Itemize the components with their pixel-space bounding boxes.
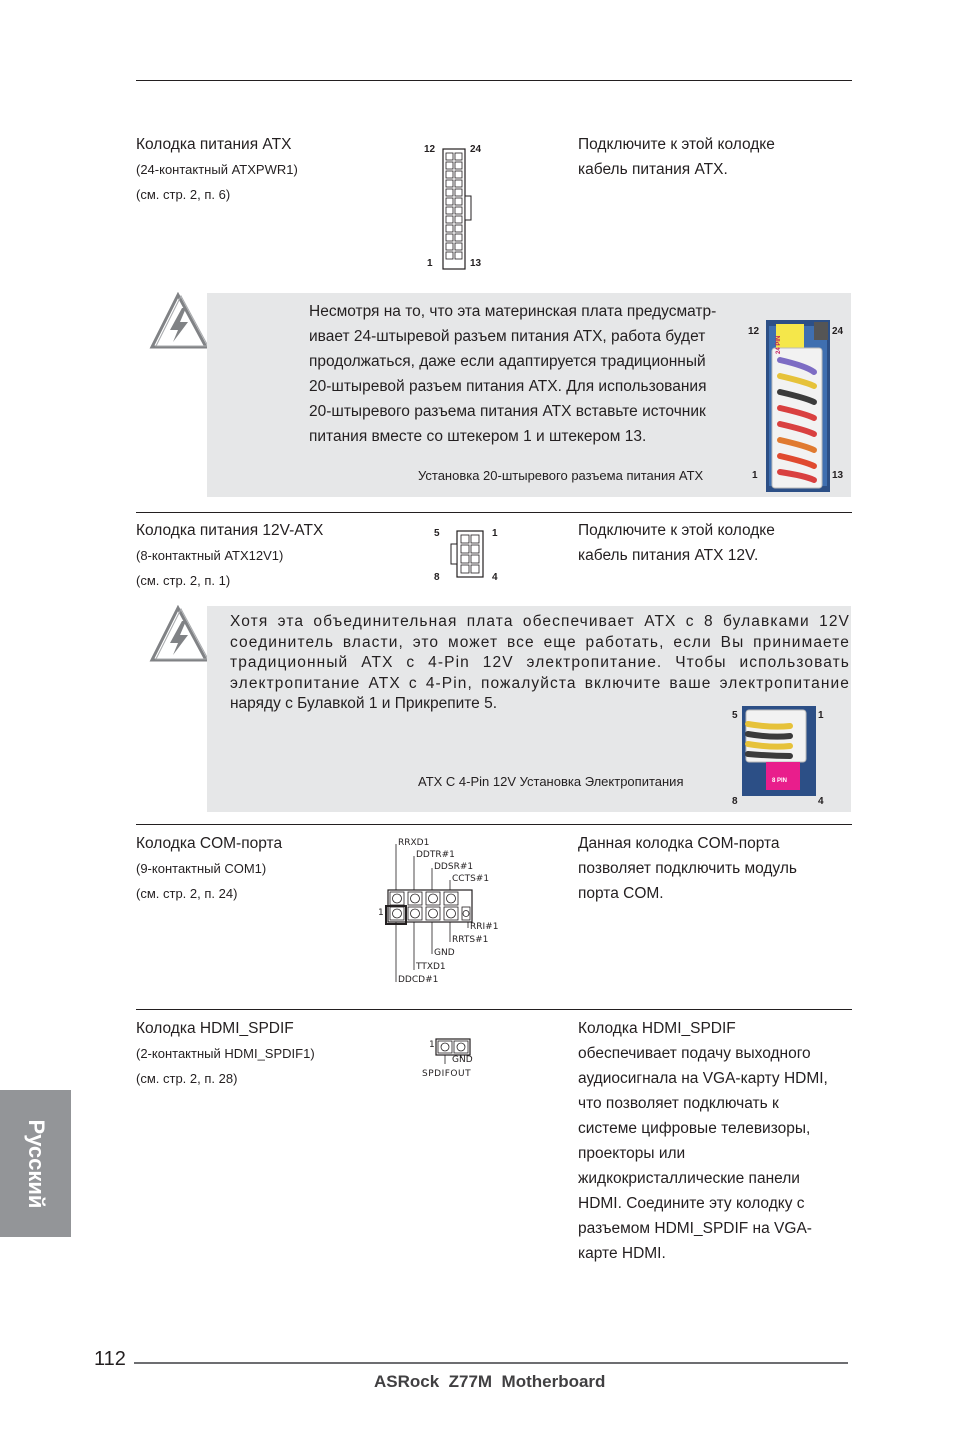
atx12v-subtitle-ref: (см. стр. 2, п. 1) [136, 573, 231, 588]
atx-pin-13-label: 13 [470, 258, 482, 269]
atx-pin-12-label: 12 [424, 144, 436, 155]
hdmi-pin-spdifout: SPDIFOUT [422, 1069, 472, 1079]
atx12v-photo-pin-5: 5 [732, 710, 738, 721]
com-connector-diagram [376, 838, 506, 990]
hdmi-title: Колодка HDMI_SPDIF [136, 1020, 294, 1037]
com-pin-ddtr1: DDTR#1 [416, 850, 455, 860]
atx-photo-pin-1: 1 [752, 470, 758, 481]
footer-product: ASRock Z77M Motherboard [374, 1372, 606, 1391]
section-rule-1 [136, 512, 852, 513]
atx12v-description: Подключите к этой колодке кабель питания ATX 12V. [578, 522, 775, 564]
top-rule [136, 80, 852, 81]
atx12v-pin-4-label: 4 [492, 572, 498, 583]
atx12v-note-text: Хотя эта объединительная плата обеспечивает ATX с 8 булавками 12V соединитель власти, это может все еще работать, если Вы принимаете традиционный ATX с 4-Pin 12V электропитание. Чтобы использовать электропитание ATX с 4-Pin, пожалуйста включите ваше электропитание наряду с Булавкой 1 и Прикрепите 5. [230, 613, 850, 712]
atx-connector-diagram [420, 140, 490, 272]
atx12v-photo-pin-1: 1 [818, 710, 824, 721]
atx12v-photo-pin-8: 8 [732, 796, 738, 807]
com-pin-ddsr1: DDSR#1 [434, 862, 474, 872]
atx-note-caption: Установка 20-штыревого разъема питания ATX [418, 468, 704, 483]
atx12v-8pin-icon [450, 530, 486, 578]
atx12v-note-caption: ATX С 4-Pin 12V Установка Электропитания [418, 774, 684, 789]
com-subtitle-pins: (9-контактный COM1) [136, 861, 267, 876]
com-subtitle-ref: (см. стр. 2, п. 24) [136, 886, 238, 901]
hdmi-pin-gnd: GND [452, 1055, 473, 1065]
hdmi-description: Колодка HDMI_SPDIF обеспечивает подачу выходного аудиосигнала на VGA-карту HDMI, что позволяет подключать к системе цифровые телевизоры, проекторы или жидкокристаллические панели HDMI. Соедините эту колодку с разъемом HDMI_SPDIF на VGA- карте HDMI. [578, 1020, 828, 1262]
com-pin-gnd: GND [434, 948, 455, 958]
language-label: Русский [23, 1119, 49, 1208]
com-pin-rri1: RRI#1 [470, 922, 499, 932]
hdmi-subtitle-ref: (см. стр. 2, п. 28) [136, 1071, 238, 1086]
atx12v-photo-label: 8 PIN [772, 778, 788, 784]
atx-pin-1-label: 1 [427, 258, 433, 269]
atx12v-pin-8-label: 8 [434, 572, 440, 583]
com-pin-ccts1: CCTS#1 [452, 874, 490, 884]
com-pin-ttxd1: TTXD1 [416, 962, 446, 972]
atx12v-pin-1-label: 1 [492, 528, 498, 539]
com-pin-one: 1 [378, 908, 384, 918]
com-description: Данная колодка COM-порта позволяет подключить модуль порта COM. [578, 835, 797, 902]
warning-icon [148, 605, 210, 668]
atx12v-photo-pin-4: 4 [818, 796, 824, 807]
com-title: Колодка COM-порта [136, 835, 283, 852]
atx-description: Подключите к этой колодке кабель питания ATX. [578, 136, 775, 178]
atx-subtitle-ref: (см. стр. 2, п. 6) [136, 187, 231, 202]
com-pin-rrxd1: RRXD1 [398, 838, 430, 848]
com-pin-ddcd1: DDCD#1 [398, 975, 439, 985]
com-pin-rrts1: RRTS#1 [452, 935, 489, 945]
atx12v-pin-5-label: 5 [434, 528, 440, 539]
atx-note-text: Несмотря на то, что эта материнская плата предусматр- ивает 24-штыревой разъем питания ATX, работа будет продолжаться, даже если адаптируется традиционный 20-штыревой разъем питания ATX. Для использования 20-штыревого разъема питания ATX вставьте источник питания вместе со штекером 1 и штекером 13. [309, 303, 717, 445]
hdmi-pin-one: 1 [429, 1040, 435, 1050]
atx-title: Колодка питания ATX [136, 136, 292, 153]
atx12v-4pin-photo [728, 706, 828, 810]
atx-subtitle-pins: (24-контактный ATXPWR1) [136, 162, 298, 177]
atx12v-connector-diagram [430, 526, 504, 586]
warning-icon [148, 292, 210, 355]
atx-pin-24-label: 24 [470, 144, 482, 155]
atx-photo-pin-13: 13 [832, 470, 844, 481]
footer-rule [134, 1362, 848, 1364]
atx-photo-pin-12: 12 [748, 326, 760, 337]
atx-photo-label: 24 PIN [776, 335, 782, 354]
atx-24pin-icon [442, 148, 472, 270]
atx-photo-pin-24: 24 [832, 326, 844, 337]
hdmi-subtitle-pins: (2-контактный HDMI_SPDIF1) [136, 1046, 315, 1061]
page-number: 112 [94, 1348, 126, 1370]
atx12v-title: Колодка питания 12V-ATX [136, 522, 324, 539]
atx12v-subtitle-pins: (8-контактный ATX12V1) [136, 548, 284, 563]
section-rule-2 [136, 824, 852, 825]
section-rule-3 [136, 1009, 852, 1010]
atx-20pin-photo [746, 320, 850, 492]
hdmi-connector-diagram [422, 1036, 482, 1086]
language-side-tab [0, 1090, 71, 1237]
